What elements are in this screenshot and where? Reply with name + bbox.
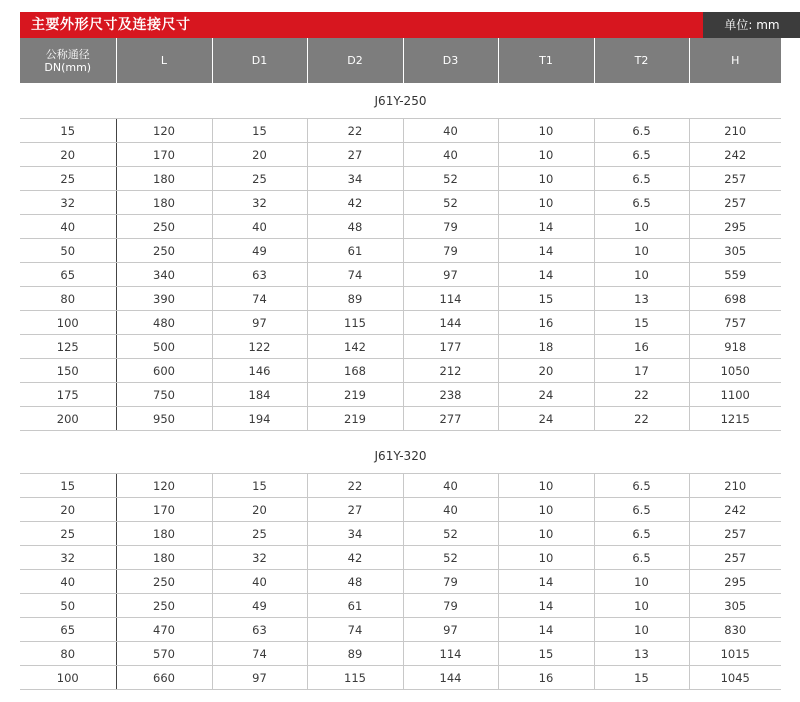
table-cell: 10 (594, 618, 689, 642)
table-row (20, 287, 781, 311)
table-cell: 79 (403, 570, 498, 594)
table-row (20, 522, 781, 546)
column-header-dn: 公称通径 DN(mm) (20, 38, 116, 83)
table-row (20, 666, 781, 690)
table-row (20, 594, 781, 618)
table-cell: 170 (116, 498, 212, 522)
table-row (20, 167, 781, 191)
table-cell: 16 (498, 311, 594, 335)
table-cell: 242 (689, 498, 781, 522)
table-cell: 97 (403, 263, 498, 287)
table-cell: 32 (212, 191, 307, 215)
table-cell: 757 (689, 311, 781, 335)
table-cell: 150 (20, 359, 116, 383)
table-cell: 20 (212, 143, 307, 167)
table-cell: 6.5 (594, 522, 689, 546)
table-cell: 120 (116, 474, 212, 498)
table-cell: 74 (212, 287, 307, 311)
table-cell: 79 (403, 594, 498, 618)
column-header-t2: T2 (594, 38, 689, 83)
table-cell: 15 (212, 474, 307, 498)
table-cell: 48 (307, 215, 403, 239)
table-cell: 40 (20, 570, 116, 594)
table-cell: 15 (498, 287, 594, 311)
table-cell: 32 (20, 546, 116, 570)
table-cell: 14 (498, 570, 594, 594)
table-cell: 79 (403, 239, 498, 263)
table-cell: 40 (403, 143, 498, 167)
table-cell: 10 (498, 498, 594, 522)
table-cell: 177 (403, 335, 498, 359)
table-cell: 32 (20, 191, 116, 215)
table-row (20, 383, 781, 407)
table-cell: 219 (307, 383, 403, 407)
table-cell: 61 (307, 594, 403, 618)
table-row (20, 119, 781, 143)
table-row (20, 546, 781, 570)
table-cell: 210 (689, 474, 781, 498)
table-cell: 6.5 (594, 119, 689, 143)
table-cell: 14 (498, 594, 594, 618)
table-cell: 15 (212, 119, 307, 143)
table-cell: 97 (212, 666, 307, 690)
table-cell: 180 (116, 522, 212, 546)
table-cell: 180 (116, 191, 212, 215)
model-group-row (20, 438, 781, 474)
table-cell: 250 (116, 215, 212, 239)
table-cell: 49 (212, 594, 307, 618)
table-cell: 295 (689, 215, 781, 239)
table-cell: 918 (689, 335, 781, 359)
table-cell: 52 (403, 191, 498, 215)
table-cell: 32 (212, 546, 307, 570)
table-cell: 61 (307, 239, 403, 263)
table-row (20, 474, 781, 498)
table-cell: 6.5 (594, 143, 689, 167)
table-cell: 52 (403, 522, 498, 546)
table-cell: 49 (212, 239, 307, 263)
table-cell: 500 (116, 335, 212, 359)
table-cell: 144 (403, 666, 498, 690)
table-cell: 63 (212, 618, 307, 642)
table-row (20, 359, 781, 383)
table-cell: 15 (20, 474, 116, 498)
table-cell: 6.5 (594, 191, 689, 215)
table-cell: 305 (689, 239, 781, 263)
table-cell: 305 (689, 594, 781, 618)
title-bar (20, 12, 800, 38)
table-cell: 48 (307, 570, 403, 594)
table-cell: 242 (689, 143, 781, 167)
table-cell: 257 (689, 522, 781, 546)
table-cell: 52 (403, 167, 498, 191)
page-title: 主要外形尺寸及连接尺寸 (31, 17, 191, 33)
table-cell: 210 (689, 119, 781, 143)
table-cell: 175 (20, 383, 116, 407)
table-cell: 698 (689, 287, 781, 311)
table-cell: 10 (498, 522, 594, 546)
table-cell: 10 (594, 239, 689, 263)
table-cell: 80 (20, 287, 116, 311)
table-cell: 20 (498, 359, 594, 383)
table-cell: 115 (307, 666, 403, 690)
table-cell: 122 (212, 335, 307, 359)
table-cell: 114 (403, 642, 498, 666)
table-cell: 20 (212, 498, 307, 522)
table-cell: 42 (307, 546, 403, 570)
table-cell: 168 (307, 359, 403, 383)
table-cell: 15 (20, 119, 116, 143)
table-cell: 340 (116, 263, 212, 287)
table-cell: 24 (498, 407, 594, 431)
table-cell: 22 (307, 119, 403, 143)
model-label: J61Y-250 (20, 83, 781, 119)
column-header-d1: D1 (212, 38, 307, 83)
table-cell: 125 (20, 335, 116, 359)
table-cell: 1100 (689, 383, 781, 407)
table-cell: 114 (403, 287, 498, 311)
table-row (20, 239, 781, 263)
table-cell: 277 (403, 407, 498, 431)
table-cell: 559 (689, 263, 781, 287)
table-cell: 750 (116, 383, 212, 407)
table-cell: 194 (212, 407, 307, 431)
table-cell: 16 (594, 335, 689, 359)
table-cell: 25 (212, 167, 307, 191)
table-cell: 40 (403, 498, 498, 522)
table-cell: 65 (20, 263, 116, 287)
table-cell: 79 (403, 215, 498, 239)
table-cell: 257 (689, 167, 781, 191)
table-cell: 100 (20, 311, 116, 335)
table-cell: 1045 (689, 666, 781, 690)
table-cell: 74 (307, 263, 403, 287)
table-cell: 20 (20, 143, 116, 167)
table-cell: 15 (594, 666, 689, 690)
table-row (20, 143, 781, 167)
table-cell: 257 (689, 546, 781, 570)
table-cell: 63 (212, 263, 307, 287)
table-cell: 1215 (689, 407, 781, 431)
table-cell: 170 (116, 143, 212, 167)
column-header-d3: D3 (403, 38, 498, 83)
table-cell: 480 (116, 311, 212, 335)
table-cell: 10 (498, 143, 594, 167)
table-cell: 13 (594, 642, 689, 666)
model-group-row (20, 83, 781, 119)
table-cell: 50 (20, 594, 116, 618)
table-cell: 10 (594, 594, 689, 618)
column-header-h: H (689, 38, 781, 83)
table-cell: 10 (498, 167, 594, 191)
table-cell: 115 (307, 311, 403, 335)
unit-label: 单位: mm (703, 12, 800, 38)
table-cell: 40 (403, 119, 498, 143)
table-cell: 25 (20, 167, 116, 191)
table-cell: 10 (594, 215, 689, 239)
table-cell: 10 (498, 119, 594, 143)
table-cell: 89 (307, 642, 403, 666)
group-spacer (20, 431, 781, 439)
table-cell: 97 (403, 618, 498, 642)
table-cell: 18 (498, 335, 594, 359)
table-cell: 184 (212, 383, 307, 407)
table-cell: 34 (307, 167, 403, 191)
table-cell: 950 (116, 407, 212, 431)
table-cell: 80 (20, 642, 116, 666)
table-cell: 830 (689, 618, 781, 642)
column-header-t1: T1 (498, 38, 594, 83)
table-cell: 15 (498, 642, 594, 666)
table-cell: 1050 (689, 359, 781, 383)
table-cell: 74 (212, 642, 307, 666)
table-cell: 34 (307, 522, 403, 546)
table-header-row (20, 38, 781, 83)
table-cell: 146 (212, 359, 307, 383)
table-cell: 10 (594, 570, 689, 594)
table-cell: 600 (116, 359, 212, 383)
table-cell: 24 (498, 383, 594, 407)
table-cell: 20 (20, 498, 116, 522)
table-cell: 212 (403, 359, 498, 383)
table-cell: 27 (307, 143, 403, 167)
table-cell: 40 (212, 215, 307, 239)
table-cell: 390 (116, 287, 212, 311)
table-cell: 144 (403, 311, 498, 335)
table-row (20, 618, 781, 642)
table-cell: 295 (689, 570, 781, 594)
table-cell: 180 (116, 546, 212, 570)
table-cell: 238 (403, 383, 498, 407)
table-row (20, 215, 781, 239)
table-cell: 97 (212, 311, 307, 335)
table-cell: 16 (498, 666, 594, 690)
table-cell: 25 (20, 522, 116, 546)
table-cell: 142 (307, 335, 403, 359)
table-cell: 25 (212, 522, 307, 546)
table-row (20, 263, 781, 287)
column-header-l: L (116, 38, 212, 83)
table-cell: 6.5 (594, 546, 689, 570)
table-cell: 570 (116, 642, 212, 666)
table-cell: 52 (403, 546, 498, 570)
table-cell: 10 (498, 191, 594, 215)
table-cell: 6.5 (594, 474, 689, 498)
table-cell: 15 (594, 311, 689, 335)
table-cell: 14 (498, 215, 594, 239)
table-cell: 40 (212, 570, 307, 594)
table-cell: 89 (307, 287, 403, 311)
table-cell: 50 (20, 239, 116, 263)
table-cell: 6.5 (594, 498, 689, 522)
table-row (20, 191, 781, 215)
table-row (20, 407, 781, 431)
table-cell: 6.5 (594, 167, 689, 191)
spacer-cell (20, 431, 781, 439)
table-cell: 1015 (689, 642, 781, 666)
table-cell: 65 (20, 618, 116, 642)
table-body (20, 83, 781, 690)
table-cell: 42 (307, 191, 403, 215)
model-label: J61Y-320 (20, 438, 781, 474)
table-cell: 10 (498, 474, 594, 498)
table-row (20, 311, 781, 335)
table-cell: 22 (594, 383, 689, 407)
table-cell: 17 (594, 359, 689, 383)
table-row (20, 498, 781, 522)
table-cell: 13 (594, 287, 689, 311)
table-cell: 14 (498, 618, 594, 642)
table-row (20, 642, 781, 666)
table-cell: 100 (20, 666, 116, 690)
table-cell: 250 (116, 570, 212, 594)
table-cell: 40 (403, 474, 498, 498)
table-cell: 120 (116, 119, 212, 143)
table-cell: 250 (116, 239, 212, 263)
table-cell: 40 (20, 215, 116, 239)
column-header-d2: D2 (307, 38, 403, 83)
table-cell: 180 (116, 167, 212, 191)
table-cell: 257 (689, 191, 781, 215)
table-cell: 27 (307, 498, 403, 522)
table-cell: 14 (498, 263, 594, 287)
dimension-table (20, 38, 781, 690)
table-row (20, 570, 781, 594)
table-cell: 22 (307, 474, 403, 498)
table-cell: 10 (498, 546, 594, 570)
table-cell: 22 (594, 407, 689, 431)
table-row (20, 335, 781, 359)
table-cell: 250 (116, 594, 212, 618)
table-cell: 14 (498, 239, 594, 263)
table-cell: 200 (20, 407, 116, 431)
table-cell: 219 (307, 407, 403, 431)
table-cell: 10 (594, 263, 689, 287)
table-cell: 470 (116, 618, 212, 642)
table-cell: 660 (116, 666, 212, 690)
table-cell: 74 (307, 618, 403, 642)
